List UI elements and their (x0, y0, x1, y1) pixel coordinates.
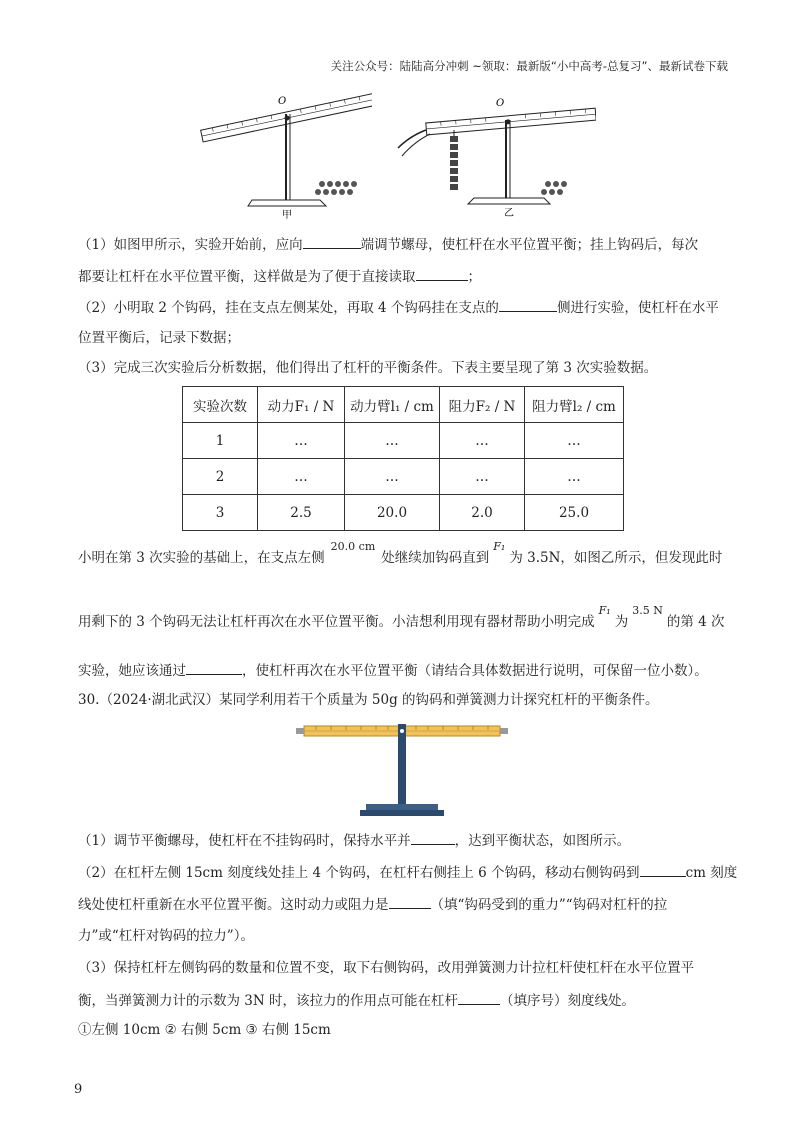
answer-blank[interactable] (389, 894, 431, 909)
answer-blank[interactable] (640, 862, 686, 877)
lever-figure-yi (396, 86, 596, 220)
q30-2-line1: （2）在杠杆左侧 15cm 刻度线处挂上 4 个钩码，在杠杆右侧挂上 6 个钩码，移动右侧钩码到 cm 刻度 (78, 862, 737, 883)
experiment-table (182, 386, 624, 531)
answer-blank[interactable] (186, 660, 242, 675)
hanging-weights-yi (450, 136, 458, 190)
pivot-label: O (278, 96, 287, 107)
q30-1-line: （1）调节平衡螺母，使杠杆在不挂钩码时，保持水平并 ，达到平衡状态，如图所示。 (78, 830, 630, 851)
q30-3-line2: 衡，当弹簧测力计的示数为 3N 时，该拉力的作用点可能在杠杆 （填序号）刻度线处。 (78, 990, 635, 1011)
answer-blank[interactable] (411, 830, 455, 845)
figure-label-yi: 乙 (504, 208, 514, 219)
lever-figure-jia (192, 88, 372, 220)
paragraph-line4: 小明在第 3 次实验的基础上，在支点左侧$^{20.0 cm}$处继续加钩码直到$^{F_1}$为 3.5N，如图乙所示，但发现此时 (78, 540, 723, 566)
answer-blank[interactable] (458, 990, 500, 1005)
table-row: 3 2.5 20.0 2.0 25.0 (183, 495, 624, 531)
svg-text:O: O (496, 98, 505, 109)
q2-line1: （2）小明取 2 个钩码，挂在支点左侧某处，再取 4 个钩码挂在支点的 侧进行实验，使杠杆在水平 (78, 297, 719, 318)
figure-label-jia: 甲 (282, 210, 292, 220)
q30-3-options: ①左侧 10cm ② 右侧 5cm ③ 右侧 15cm (78, 1022, 331, 1038)
table-row: 2 … … … … (183, 459, 624, 495)
q30-3-line1: （3）保持杠杆左侧钩码的数量和位置不变，取下右侧钩码，改用弹簧测力计拉杠杆使杠杆在水平位置平 (78, 960, 695, 976)
q1-line2: 都要让杠杆在水平位置平衡，这样做是为了便于直接读取 ； (78, 266, 481, 287)
hook-weights-yi (541, 181, 567, 195)
q30-2-line3: 力”或“杠杆对钩码的拉力”）。 (78, 928, 254, 944)
page-header: 关注公众号：陆陆高分冲刺 ~领取：最新版“小中高考-总复习”、最新试卷下载 (330, 59, 728, 73)
table-row: 1 … … … … (183, 423, 624, 459)
q3-line1: （3）完成三次实验后分析数据，他们得出了杠杆的平衡条件。下表主要呈现了第 3 次实验数据。 (78, 360, 658, 376)
q2-line2: 位置平衡后，记录下数据； (78, 330, 240, 346)
q30-2-line2: 线处使杠杆重新在水平位置平衡。这时动力或阻力是 （填“钩码受到的重力”“钩码对杠杆的拉 (78, 894, 667, 915)
page-number: 9 (74, 1082, 83, 1097)
q1-line1: （1）如图甲所示，实验开始前，应向 端调节螺母，使杠杆在水平位置平衡；挂上钩码后，每次 (78, 234, 698, 255)
hook-weights-jia (315, 181, 357, 195)
answer-blank[interactable] (499, 297, 557, 312)
paragraph-line5: 用剩下的 3 个钩码无法让杠杆再次在水平位置平衡。小洁想利用现有器材帮助小明完成$^{F_1}$为$^{3.5 N}$的第 4 次 (78, 604, 725, 630)
table-header-row: 实验次数 动力F₁ / N 动力臂l₁ / cm 阻力F₂ / N 阻力臂l₂ / cm (183, 387, 624, 423)
answer-blank[interactable] (416, 266, 468, 281)
paragraph-line6: 实验，她应该通过 ，使杠杆再次在水平位置平衡（请结合具体数据进行说明，可保留一位小数）。 (78, 660, 708, 681)
lever-figure-30 (296, 720, 508, 820)
answer-blank[interactable] (303, 234, 361, 249)
question-30-title: 30.（2024·湖北武汉）某同学利用若干个质量为 50g 的钩码和弹簧测力计探究杠杆的平衡条件。 (78, 692, 659, 708)
